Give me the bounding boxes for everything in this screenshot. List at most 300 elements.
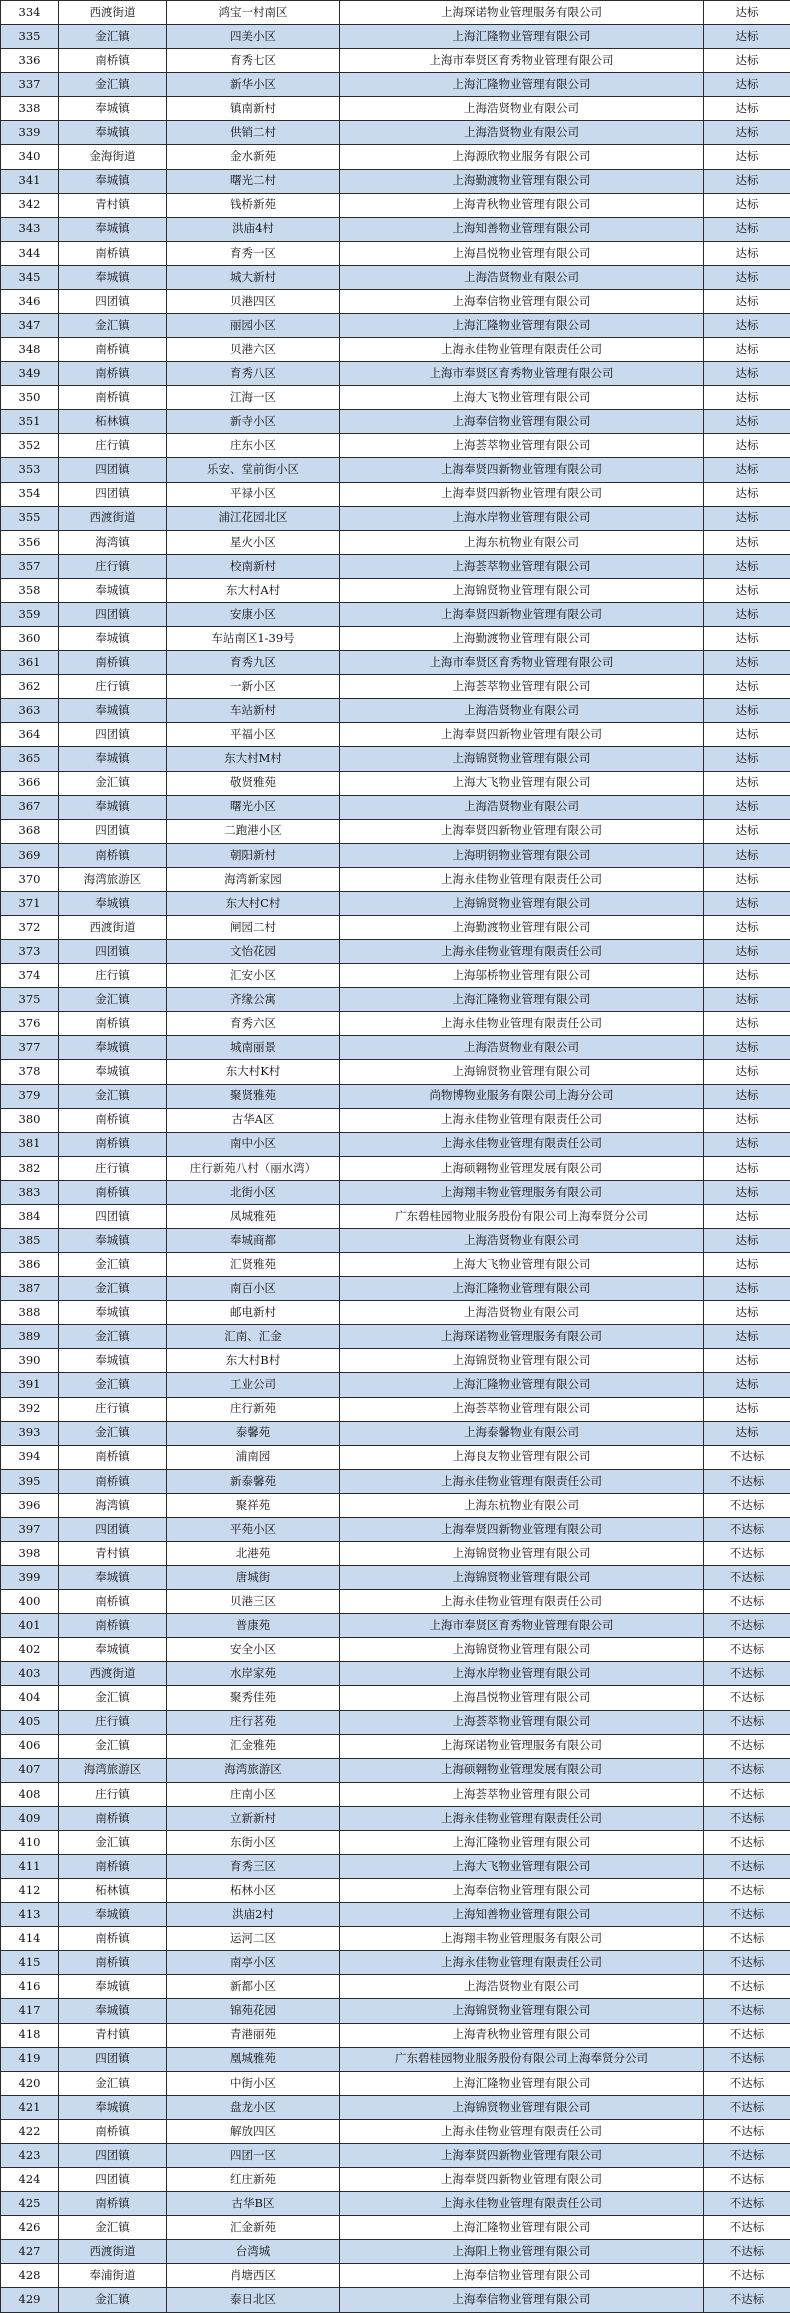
result-cell: 达标 xyxy=(704,675,790,699)
table-row xyxy=(1,314,790,338)
row-number-cell: 344 xyxy=(1,241,59,265)
table-row xyxy=(1,1638,790,1662)
town-cell: 海湾旅游区 xyxy=(59,867,167,891)
row-number-cell: 366 xyxy=(1,771,59,795)
row-number-cell: 427 xyxy=(1,2240,59,2264)
result-cell: 达标 xyxy=(704,554,790,578)
property-company-cell: 上海泰馨物业有限公司 xyxy=(340,1421,704,1445)
table-row xyxy=(1,289,790,313)
town-cell: 奉城镇 xyxy=(59,747,167,771)
property-company-cell: 上海浩贤物业有限公司 xyxy=(340,795,704,819)
property-company-cell: 上海永佳物业管理有限责任公司 xyxy=(340,2119,704,2143)
property-company-cell: 上海大飞物业管理有限公司 xyxy=(340,771,704,795)
property-company-cell: 上海浩贤物业有限公司 xyxy=(340,1036,704,1060)
row-number-cell: 347 xyxy=(1,314,59,338)
town-cell: 南桥镇 xyxy=(59,49,167,73)
community-cell: 车站南区1-39号 xyxy=(167,627,340,651)
row-number-cell: 429 xyxy=(1,2288,59,2312)
property-company-cell: 上海东杭物业有限公司 xyxy=(340,1493,704,1517)
result-cell: 不达标 xyxy=(704,1710,790,1734)
result-cell: 达标 xyxy=(704,145,790,169)
community-cell: 校南新村 xyxy=(167,554,340,578)
town-cell: 南桥镇 xyxy=(59,651,167,675)
table-row xyxy=(1,1758,790,1782)
community-cell: 柘林小区 xyxy=(167,1879,340,1903)
table-row xyxy=(1,49,790,73)
table-row xyxy=(1,1734,790,1758)
result-cell: 达标 xyxy=(704,819,790,843)
property-company-cell: 上海昌悦物业管理有限公司 xyxy=(340,241,704,265)
result-cell: 达标 xyxy=(704,1,790,25)
row-number-cell: 415 xyxy=(1,1951,59,1975)
community-cell: 新都小区 xyxy=(167,1975,340,1999)
community-cell: 庄行新苑八村（丽水湾） xyxy=(167,1156,340,1180)
table-row xyxy=(1,651,790,675)
community-cell: 肖塘西区 xyxy=(167,2264,340,2288)
property-company-cell: 上海浩贤物业有限公司 xyxy=(340,1975,704,1999)
table-row xyxy=(1,554,790,578)
row-number-cell: 379 xyxy=(1,1084,59,1108)
property-company-cell: 上海浩贤物业有限公司 xyxy=(340,121,704,145)
table-row xyxy=(1,169,790,193)
result-cell: 达标 xyxy=(704,940,790,964)
property-company-cell: 上海锦贤物业管理有限公司 xyxy=(340,891,704,915)
result-cell: 达标 xyxy=(704,964,790,988)
row-number-cell: 401 xyxy=(1,1614,59,1638)
result-cell: 达标 xyxy=(704,651,790,675)
town-cell: 奉城镇 xyxy=(59,217,167,241)
community-cell: 丽园小区 xyxy=(167,314,340,338)
property-company-cell: 上海知善物业管理有限公司 xyxy=(340,1903,704,1927)
community-cell: 庄行茗苑 xyxy=(167,1710,340,1734)
town-cell: 庄行镇 xyxy=(59,1397,167,1421)
property-company-cell: 上海邬桥物业管理有限公司 xyxy=(340,964,704,988)
row-number-cell: 426 xyxy=(1,2216,59,2240)
row-number-cell: 359 xyxy=(1,602,59,626)
town-cell: 金汇镇 xyxy=(59,25,167,49)
town-cell: 奉城镇 xyxy=(59,1638,167,1662)
property-company-cell: 上海永佳物业管理有限责任公司 xyxy=(340,867,704,891)
row-number-cell: 373 xyxy=(1,940,59,964)
town-cell: 青村镇 xyxy=(59,1542,167,1566)
property-company-cell: 上海奉信物业管理有限公司 xyxy=(340,2264,704,2288)
community-cell: 东大村B村 xyxy=(167,1349,340,1373)
community-cell: 曙光二村 xyxy=(167,169,340,193)
town-cell: 南桥镇 xyxy=(59,1469,167,1493)
property-company-cell: 上海知善物业管理有限公司 xyxy=(340,217,704,241)
property-company-cell: 上海昌悦物业管理有限公司 xyxy=(340,1686,704,1710)
row-number-cell: 358 xyxy=(1,578,59,602)
result-cell: 达标 xyxy=(704,627,790,651)
table-row xyxy=(1,2119,790,2143)
result-cell: 不达标 xyxy=(704,1445,790,1469)
town-cell: 金汇镇 xyxy=(59,1734,167,1758)
row-number-cell: 409 xyxy=(1,1806,59,1830)
table-row xyxy=(1,1277,790,1301)
table-row xyxy=(1,121,790,145)
town-cell: 海湾旅游区 xyxy=(59,1758,167,1782)
result-cell: 达标 xyxy=(704,410,790,434)
property-company-cell: 上海浩贤物业有限公司 xyxy=(340,265,704,289)
result-cell: 达标 xyxy=(704,1036,790,1060)
table-row xyxy=(1,241,790,265)
table-row xyxy=(1,1782,790,1806)
property-company-cell: 上海锦贤物业管理有限公司 xyxy=(340,1542,704,1566)
result-cell: 不达标 xyxy=(704,1614,790,1638)
community-cell: 育秀三区 xyxy=(167,1855,340,1879)
community-cell: 庄南小区 xyxy=(167,1782,340,1806)
town-cell: 奉城镇 xyxy=(59,1060,167,1084)
row-number-cell: 355 xyxy=(1,506,59,530)
community-cell: 庄行新苑 xyxy=(167,1397,340,1421)
property-company-cell: 上海锦贤物业管理有限公司 xyxy=(340,1566,704,1590)
table-row xyxy=(1,1228,790,1252)
property-company-cell: 上海永佳物业管理有限责任公司 xyxy=(340,1132,704,1156)
town-cell: 南桥镇 xyxy=(59,1927,167,1951)
table-row xyxy=(1,1830,790,1854)
town-cell: 南桥镇 xyxy=(59,1614,167,1638)
town-cell: 奉城镇 xyxy=(59,1349,167,1373)
result-cell: 达标 xyxy=(704,795,790,819)
row-number-cell: 389 xyxy=(1,1325,59,1349)
row-number-cell: 377 xyxy=(1,1036,59,1060)
table-row xyxy=(1,1927,790,1951)
result-cell: 不达标 xyxy=(704,2216,790,2240)
community-cell: 东街小区 xyxy=(167,1830,340,1854)
community-cell: 新泰馨苑 xyxy=(167,1469,340,1493)
property-company-cell: 上海锦贤物业管理有限公司 xyxy=(340,1060,704,1084)
result-cell: 达标 xyxy=(704,289,790,313)
table-row xyxy=(1,25,790,49)
row-number-cell: 354 xyxy=(1,482,59,506)
table-row xyxy=(1,73,790,97)
result-cell: 达标 xyxy=(704,241,790,265)
community-cell: 贝港三区 xyxy=(167,1590,340,1614)
property-company-cell: 上海永佳物业管理有限责任公司 xyxy=(340,1469,704,1493)
town-cell: 南桥镇 xyxy=(59,1590,167,1614)
table-row xyxy=(1,482,790,506)
table-row xyxy=(1,915,790,939)
table-row xyxy=(1,843,790,867)
property-company-cell: 上海大飞物业管理有限公司 xyxy=(340,386,704,410)
community-cell: 平福小区 xyxy=(167,723,340,747)
result-cell: 达标 xyxy=(704,530,790,554)
property-company-cell: 上海汇隆物业管理有限公司 xyxy=(340,314,704,338)
community-cell: 育秀七区 xyxy=(167,49,340,73)
community-cell: 凰城雅苑 xyxy=(167,2047,340,2071)
table-row xyxy=(1,2071,790,2095)
town-cell: 南桥镇 xyxy=(59,1855,167,1879)
result-cell: 不达标 xyxy=(704,2047,790,2071)
row-number-cell: 350 xyxy=(1,386,59,410)
property-company-cell: 上海大飞物业管理有限公司 xyxy=(340,1855,704,1879)
result-cell: 达标 xyxy=(704,771,790,795)
town-cell: 南桥镇 xyxy=(59,241,167,265)
property-company-cell: 上海汇隆物业管理有限公司 xyxy=(340,988,704,1012)
property-company-cell: 上海阳上物业管理有限公司 xyxy=(340,2240,704,2264)
result-cell: 达标 xyxy=(704,747,790,771)
property-company-cell: 上海奉信物业管理有限公司 xyxy=(340,410,704,434)
table-row xyxy=(1,1590,790,1614)
row-number-cell: 423 xyxy=(1,2143,59,2167)
community-cell: 朝阳新村 xyxy=(167,843,340,867)
row-number-cell: 421 xyxy=(1,2095,59,2119)
result-cell: 达标 xyxy=(704,1132,790,1156)
row-number-cell: 419 xyxy=(1,2047,59,2071)
row-number-cell: 370 xyxy=(1,867,59,891)
row-number-cell: 425 xyxy=(1,2192,59,2216)
town-cell: 金汇镇 xyxy=(59,1325,167,1349)
result-cell: 不达标 xyxy=(704,1542,790,1566)
community-cell: 供销二村 xyxy=(167,121,340,145)
community-cell: 四团一区 xyxy=(167,2143,340,2167)
result-cell: 达标 xyxy=(704,482,790,506)
result-cell: 不达标 xyxy=(704,1879,790,1903)
property-company-cell: 上海荟萃物业管理有限公司 xyxy=(340,675,704,699)
table-row xyxy=(1,747,790,771)
row-number-cell: 367 xyxy=(1,795,59,819)
result-cell: 达标 xyxy=(704,1421,790,1445)
result-cell: 达标 xyxy=(704,1325,790,1349)
property-company-cell: 上海大飞物业管理有限公司 xyxy=(340,1253,704,1277)
result-cell: 不达标 xyxy=(704,1830,790,1854)
table-row xyxy=(1,602,790,626)
table-row xyxy=(1,2240,790,2264)
row-number-cell: 360 xyxy=(1,627,59,651)
table-row xyxy=(1,1469,790,1493)
result-cell: 不达标 xyxy=(704,1638,790,1662)
result-cell: 达标 xyxy=(704,25,790,49)
row-number-cell: 378 xyxy=(1,1060,59,1084)
result-cell: 不达标 xyxy=(704,1686,790,1710)
property-company-cell: 上海奉贤四新物业管理有限公司 xyxy=(340,458,704,482)
result-cell: 达标 xyxy=(704,217,790,241)
town-cell: 海湾镇 xyxy=(59,530,167,554)
community-cell: 泰馨苑 xyxy=(167,1421,340,1445)
community-cell: 洪庙2村 xyxy=(167,1903,340,1927)
result-cell: 不达标 xyxy=(704,1999,790,2023)
row-number-cell: 368 xyxy=(1,819,59,843)
community-cell: 曙光小区 xyxy=(167,795,340,819)
town-cell: 四团镇 xyxy=(59,819,167,843)
row-number-cell: 388 xyxy=(1,1301,59,1325)
town-cell: 南桥镇 xyxy=(59,1180,167,1204)
property-company-cell: 上海市奉贤区育秀物业管理有限公司 xyxy=(340,1614,704,1638)
town-cell: 南桥镇 xyxy=(59,1806,167,1830)
property-company-cell: 上海永佳物业管理有限责任公司 xyxy=(340,1590,704,1614)
row-number-cell: 402 xyxy=(1,1638,59,1662)
table-row xyxy=(1,699,790,723)
table-row xyxy=(1,627,790,651)
town-cell: 金汇镇 xyxy=(59,1830,167,1854)
town-cell: 四团镇 xyxy=(59,602,167,626)
town-cell: 奉城镇 xyxy=(59,795,167,819)
row-number-cell: 417 xyxy=(1,1999,59,2023)
property-company-cell: 上海汇隆物业管理有限公司 xyxy=(340,2216,704,2240)
row-number-cell: 383 xyxy=(1,1180,59,1204)
result-cell: 不达标 xyxy=(704,2240,790,2264)
community-cell: 敬贤雅苑 xyxy=(167,771,340,795)
table-row xyxy=(1,1662,790,1686)
town-cell: 西渡街道 xyxy=(59,506,167,530)
result-cell: 不达标 xyxy=(704,1951,790,1975)
result-cell: 不达标 xyxy=(704,1734,790,1758)
town-cell: 柘林镇 xyxy=(59,1879,167,1903)
table-row xyxy=(1,723,790,747)
property-company-cell: 上海汇隆物业管理有限公司 xyxy=(340,1373,704,1397)
community-cell: 庄东小区 xyxy=(167,434,340,458)
result-cell: 达标 xyxy=(704,843,790,867)
table-row xyxy=(1,1879,790,1903)
result-cell: 达标 xyxy=(704,1156,790,1180)
town-cell: 青村镇 xyxy=(59,2023,167,2047)
town-cell: 四团镇 xyxy=(59,2143,167,2167)
table-row xyxy=(1,217,790,241)
result-cell: 不达标 xyxy=(704,1903,790,1927)
community-cell: 育秀八区 xyxy=(167,362,340,386)
property-company-cell: 上海锦贤物业管理有限公司 xyxy=(340,1349,704,1373)
property-company-cell: 上海奉信物业管理有限公司 xyxy=(340,1879,704,1903)
result-cell: 不达标 xyxy=(704,2071,790,2095)
community-cell: 金水新苑 xyxy=(167,145,340,169)
result-cell: 达标 xyxy=(704,578,790,602)
property-company-cell: 上海奉贤四新物业管理有限公司 xyxy=(340,2168,704,2192)
town-cell: 南桥镇 xyxy=(59,1951,167,1975)
town-cell: 奉城镇 xyxy=(59,699,167,723)
table-row xyxy=(1,1373,790,1397)
result-cell: 达标 xyxy=(704,1253,790,1277)
town-cell: 奉城镇 xyxy=(59,1903,167,1927)
row-number-cell: 380 xyxy=(1,1108,59,1132)
community-cell: 泰日北区 xyxy=(167,2288,340,2312)
row-number-cell: 374 xyxy=(1,964,59,988)
table-row xyxy=(1,2095,790,2119)
property-company-cell: 上海锦贤物业管理有限公司 xyxy=(340,578,704,602)
community-cell: 新华小区 xyxy=(167,73,340,97)
property-company-cell: 上海硕翱物业管理发展有限公司 xyxy=(340,1156,704,1180)
town-cell: 金汇镇 xyxy=(59,771,167,795)
row-number-cell: 410 xyxy=(1,1830,59,1854)
property-company-cell: 上海荟萃物业管理有限公司 xyxy=(340,1782,704,1806)
row-number-cell: 351 xyxy=(1,410,59,434)
town-cell: 西渡街道 xyxy=(59,1,167,25)
property-company-cell: 上海水岸物业管理有限公司 xyxy=(340,1662,704,1686)
property-company-cell: 上海市奉贤区育秀物业管理有限公司 xyxy=(340,49,704,73)
community-cell: 安康小区 xyxy=(167,602,340,626)
row-number-cell: 365 xyxy=(1,747,59,771)
community-cell: 唐城街 xyxy=(167,1566,340,1590)
town-cell: 金汇镇 xyxy=(59,1084,167,1108)
table-row xyxy=(1,506,790,530)
result-cell: 达标 xyxy=(704,169,790,193)
table-row xyxy=(1,2288,790,2312)
property-company-cell: 上海永佳物业管理有限责任公司 xyxy=(340,1012,704,1036)
result-cell: 达标 xyxy=(704,506,790,530)
row-number-cell: 343 xyxy=(1,217,59,241)
town-cell: 柘林镇 xyxy=(59,410,167,434)
community-cell: 台湾城 xyxy=(167,2240,340,2264)
row-number-cell: 395 xyxy=(1,1469,59,1493)
table-row xyxy=(1,2264,790,2288)
town-cell: 金汇镇 xyxy=(59,1253,167,1277)
community-cell: 洪庙4村 xyxy=(167,217,340,241)
community-cell: 鸿宝一村南区 xyxy=(167,1,340,25)
community-cell: 立新新村 xyxy=(167,1806,340,1830)
table-row xyxy=(1,1,790,25)
row-number-cell: 338 xyxy=(1,97,59,121)
town-cell: 金汇镇 xyxy=(59,1421,167,1445)
result-cell: 达标 xyxy=(704,1204,790,1228)
row-number-cell: 348 xyxy=(1,338,59,362)
table-row xyxy=(1,1710,790,1734)
property-company-cell: 上海永佳物业管理有限责任公司 xyxy=(340,338,704,362)
town-cell: 庄行镇 xyxy=(59,675,167,699)
row-number-cell: 391 xyxy=(1,1373,59,1397)
table-row xyxy=(1,2023,790,2047)
result-cell: 不达标 xyxy=(704,2143,790,2167)
community-cell: 奉城商都 xyxy=(167,1228,340,1252)
result-cell: 不达标 xyxy=(704,2192,790,2216)
result-cell: 不达标 xyxy=(704,1590,790,1614)
property-company-cell: 上海市奉贤区育秀物业管理有限公司 xyxy=(340,651,704,675)
town-cell: 南桥镇 xyxy=(59,2192,167,2216)
table-row xyxy=(1,2216,790,2240)
result-cell: 不达标 xyxy=(704,1782,790,1806)
result-cell: 不达标 xyxy=(704,1927,790,1951)
row-number-cell: 400 xyxy=(1,1590,59,1614)
table-row xyxy=(1,2168,790,2192)
community-cell: 东大村M村 xyxy=(167,747,340,771)
row-number-cell: 385 xyxy=(1,1228,59,1252)
town-cell: 西渡街道 xyxy=(59,915,167,939)
community-cell: 青港丽苑 xyxy=(167,2023,340,2047)
table-row xyxy=(1,891,790,915)
table-row xyxy=(1,1614,790,1638)
property-company-cell: 上海硕翱物业管理发展有限公司 xyxy=(340,1758,704,1782)
town-cell: 金汇镇 xyxy=(59,314,167,338)
community-cell: 汇金雅苑 xyxy=(167,1734,340,1758)
community-cell: 乐安、堂前街小区 xyxy=(167,458,340,482)
row-number-cell: 406 xyxy=(1,1734,59,1758)
table-row xyxy=(1,675,790,699)
result-cell: 达标 xyxy=(704,458,790,482)
result-cell: 不达标 xyxy=(704,1662,790,1686)
town-cell: 南桥镇 xyxy=(59,843,167,867)
town-cell: 青村镇 xyxy=(59,193,167,217)
result-cell: 不达标 xyxy=(704,2095,790,2119)
town-cell: 庄行镇 xyxy=(59,1156,167,1180)
table-row xyxy=(1,2192,790,2216)
community-cell: 四美小区 xyxy=(167,25,340,49)
community-cell: 闸园二村 xyxy=(167,915,340,939)
town-cell: 奉城镇 xyxy=(59,578,167,602)
property-company-cell: 上海永佳物业管理有限责任公司 xyxy=(340,1108,704,1132)
community-cell: 北街小区 xyxy=(167,1180,340,1204)
community-cell: 海湾新家园 xyxy=(167,867,340,891)
row-number-cell: 381 xyxy=(1,1132,59,1156)
property-company-cell: 上海琛诺物业管理服务有限公司 xyxy=(340,1325,704,1349)
town-cell: 南桥镇 xyxy=(59,2119,167,2143)
property-company-cell: 上海汇隆物业管理有限公司 xyxy=(340,25,704,49)
result-cell: 达标 xyxy=(704,338,790,362)
table-row xyxy=(1,867,790,891)
community-cell: 浦江花园北区 xyxy=(167,506,340,530)
property-company-cell: 上海明钥物业管理有限公司 xyxy=(340,843,704,867)
community-cell: 齐缘公寓 xyxy=(167,988,340,1012)
property-company-cell: 上海荟萃物业管理有限公司 xyxy=(340,1710,704,1734)
result-cell: 不达标 xyxy=(704,1758,790,1782)
town-cell: 金汇镇 xyxy=(59,1277,167,1301)
